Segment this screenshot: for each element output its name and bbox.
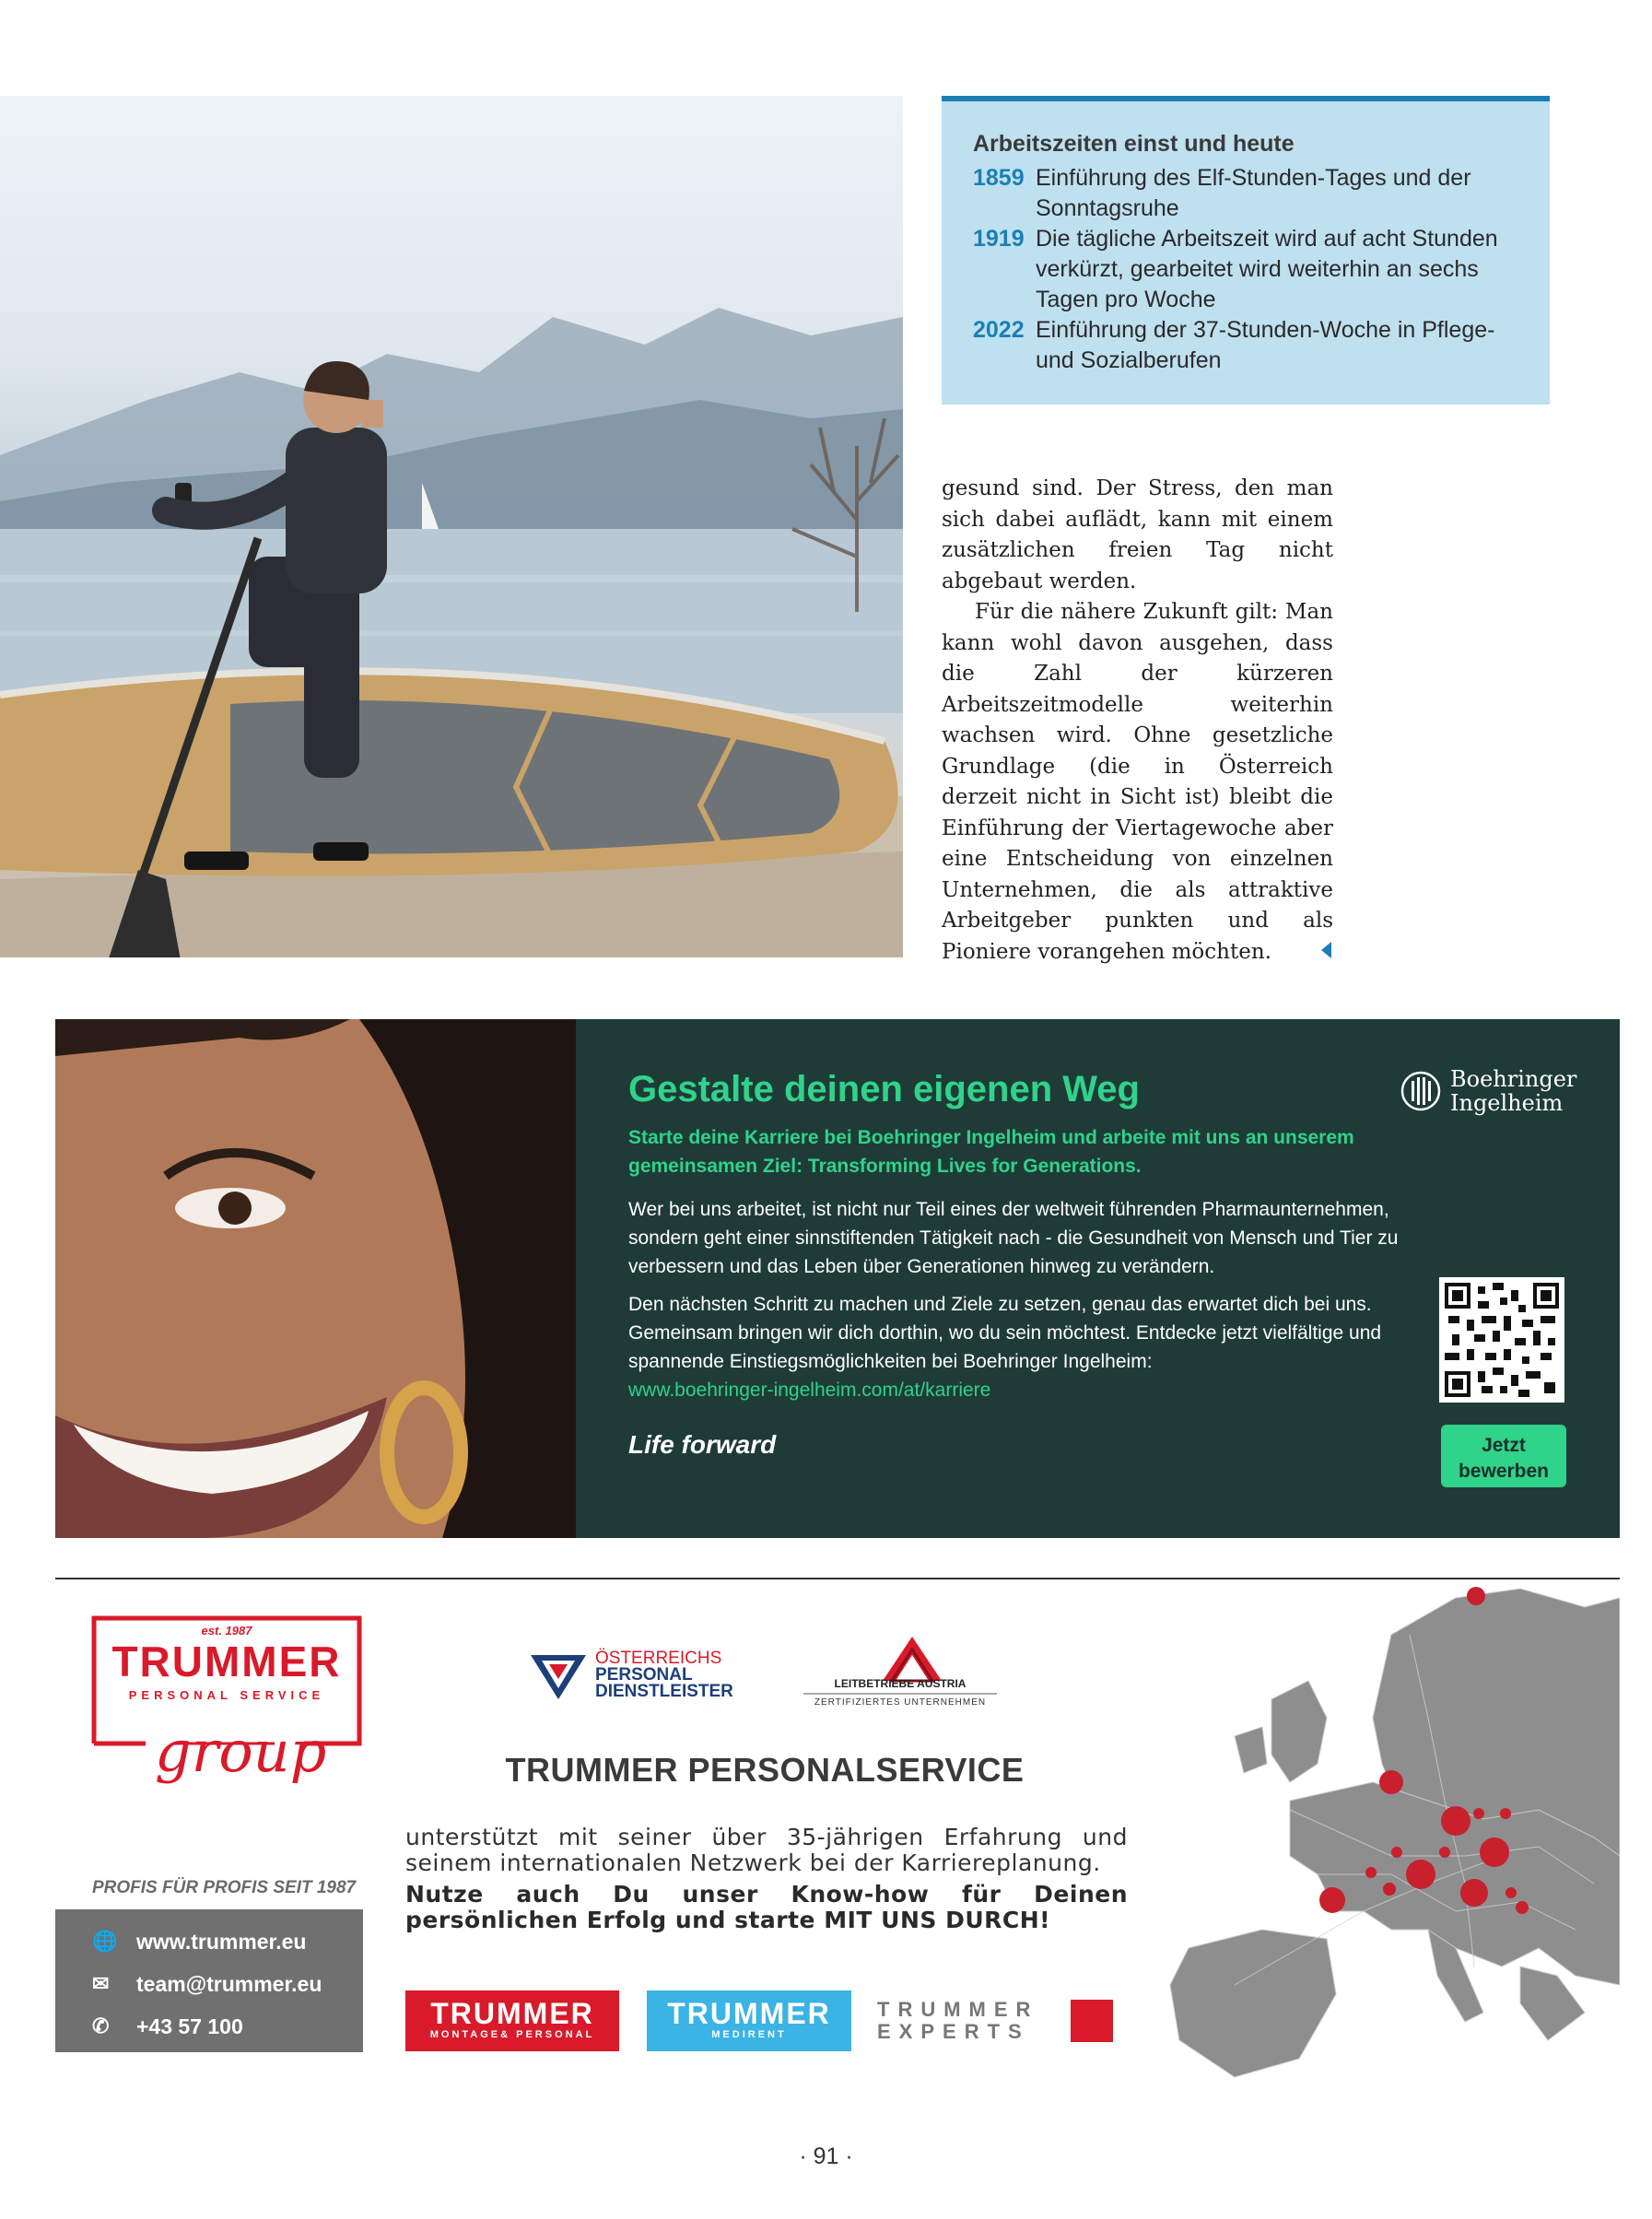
- logo-name: TRUMMER: [111, 1638, 342, 1685]
- boehringer-logo-line: Boehringer: [1450, 1066, 1577, 1092]
- badge-line: PERSONAL: [595, 1665, 693, 1685]
- contact-website[interactable]: [92, 1920, 363, 1963]
- qr-code-pattern: [1445, 1283, 1559, 1397]
- ad-title: Gestalte deinen eigenen Weg: [628, 1069, 1140, 1110]
- contact-text: +43 57 100: [136, 2014, 243, 2038]
- timeline-row: [973, 315, 1518, 376]
- sub-logo-subtitle: EXPERTS: [877, 2020, 1030, 2043]
- page-number: · 91 ·: [799, 2143, 853, 2169]
- experts-square-icon: [1071, 2000, 1113, 2042]
- timeline-year: 2022: [973, 317, 1025, 343]
- article-paragraph: gesund sind. Der Stress, den man sich dabei auflädt, kann mit einem zusätzlichen freien Tag nicht abgebaut werden.: [942, 476, 1333, 593]
- ad-body-paragraph: Den nächsten Schritt zu machen und Ziele zu setzen, genau das erwartet dich bei uns. Gemeinsam bringen wir dich dorthin, wo du sein möchtest. Entdecke jetzt vielfältige und spannende Einstiegsmöglichkeiten bei Boehringer Ingelheim:: [628, 1294, 1382, 1372]
- ad-text-block: [628, 1069, 1458, 1460]
- phone-icon: ✆: [92, 2014, 110, 2037]
- sub-logo-name: TRUMMER: [877, 1998, 1039, 2021]
- ad-portrait-photo: [55, 1019, 576, 1538]
- logo-group-script: group: [155, 1718, 327, 1785]
- timeline-row: [973, 224, 1518, 315]
- contact-email[interactable]: [92, 1963, 363, 2005]
- timeline-text: Die tägliche Arbeitszeit wird auf acht Stunden verkürzt, gearbeitet wird weiterhin an sechs Tagen pro Woche: [1036, 226, 1498, 312]
- hero-photo-illustration: [0, 96, 903, 957]
- hero-photo: [0, 96, 903, 957]
- leitbetriebe-austria-badge: [803, 1637, 997, 1710]
- infobox-title: Arbeitszeiten einst und heute: [973, 131, 1295, 157]
- qr-code[interactable]: [1439, 1277, 1564, 1403]
- profis-slogan: PROFIS FÜR PROFIS SEIT 1987: [92, 1878, 357, 1897]
- trummer-body-bold: Nutze auch Du unser Know-how für Deinen persönlichen Erfolg und starte MIT UNS DURCH!: [405, 1881, 1128, 1933]
- mail-icon: ✉: [92, 1972, 110, 1995]
- article-text: [942, 474, 1333, 968]
- sub-logo-subtitle: MONTAGE& PERSONAL: [429, 2029, 595, 2040]
- trummer-medirent-logo: [647, 1990, 851, 2051]
- article-paragraph: Für die nähere Zukunft gilt: Man kann wohl davon ausgehen, dass die Zahl der kürzeren Arbeitszeitmodelle weiterhin wachsen wird. Ohne gesetzliche Grundlage (die in Österreich derzeit nicht in Sicht ist) bleibt die Einführung der Viertagewoche aber eine Entscheidung von einzelnen Unternehmen, die als attraktive Arbeitgeber punkten und als Pioniere vorangehen möchten.: [942, 600, 1333, 964]
- badge-line: LEITBETRIEBE AUSTRIA: [834, 1677, 967, 1690]
- article-end-icon: [1321, 942, 1331, 958]
- boehringer-emblem-icon: [1400, 1068, 1441, 1114]
- personal-dienstleister-badge: [529, 1648, 750, 1703]
- logo-subtitle: PERSONAL SERVICE: [128, 1688, 325, 1702]
- europe-network-map: [1152, 1579, 1620, 2101]
- timeline-year: 1919: [973, 226, 1025, 252]
- contact-text: team@trummer.eu: [136, 1971, 322, 1996]
- timeline-text: Einführung des Elf-Stunden-Tages und der Sonntagsruhe: [1036, 165, 1471, 221]
- timeline-year: 1859: [973, 165, 1025, 191]
- trummer-body: [405, 1825, 1128, 1933]
- trummer-experts-logo: [877, 1990, 1117, 2051]
- trummer-group-logo: [90, 1614, 363, 1808]
- trummer-headline: TRUMMER PERSONALSERVICE: [505, 1751, 1025, 1789]
- badge-line: ZERTIFIZIERTES UNTERNEHMEN: [814, 1697, 987, 1708]
- apply-now-button[interactable]: Jetzt bewerben: [1441, 1425, 1566, 1487]
- ad-body-paragraph: Wer bei uns arbeitet, ist nicht nur Teil eines der weltweit führenden Pharmaunternehmen, sondern geht einer sinnstiftenden Tätigkeit nach - die Gesundheit von Mensch und Tier zu verbessern und das Leben über Generationen hinweg zu verändern.: [628, 1199, 1399, 1277]
- timeline-row: [973, 163, 1518, 224]
- timeline-infobox: [942, 96, 1550, 405]
- trummer-montage-logo: [405, 1990, 619, 2051]
- contact-text: www.trummer.eu: [136, 1929, 307, 1954]
- ad-portrait-illustration: [55, 1019, 576, 1538]
- boehringer-ad: [55, 1019, 1620, 1538]
- sub-logo-name: TRUMMER: [430, 1997, 594, 2030]
- badge-line: ÖSTERREICHS: [595, 1649, 722, 1668]
- globe-icon: 🌐: [92, 1930, 118, 1953]
- boehringer-logo-line: Ingelheim: [1450, 1090, 1564, 1116]
- contact-phone[interactable]: [92, 2005, 363, 2048]
- trummer-body-text: unterstützt mit seiner über 35-jährigen Erfahrung und seinem internationalen Netzwerk bei der Karriereplanung.: [405, 1824, 1128, 1876]
- europe-map-illustration: [1152, 1579, 1620, 2101]
- timeline-text: Einführung der 37-Stunden-Woche in Pflege- und Sozialberufen: [1036, 317, 1495, 373]
- logo-est: est. 1987: [201, 1624, 252, 1638]
- sub-logo-subtitle: MEDIRENT: [711, 2029, 787, 2040]
- badge-line: DIENSTLEISTER: [595, 1682, 733, 1701]
- career-link[interactable]: www.boehringer-ingelheim.com/at/karriere: [628, 1380, 991, 1401]
- ad-tagline: Life forward: [628, 1430, 777, 1459]
- contact-box: [55, 1909, 363, 2052]
- sub-logo-name: TRUMMER: [667, 1997, 831, 2030]
- ad-subtitle: Starte deine Karriere bei Boehringer Ingelheim und arbeite mit uns an unserem gemeinsamen Ziel: Transforming Lives for Generations.: [628, 1127, 1354, 1177]
- boehringer-logo: [1400, 1067, 1576, 1115]
